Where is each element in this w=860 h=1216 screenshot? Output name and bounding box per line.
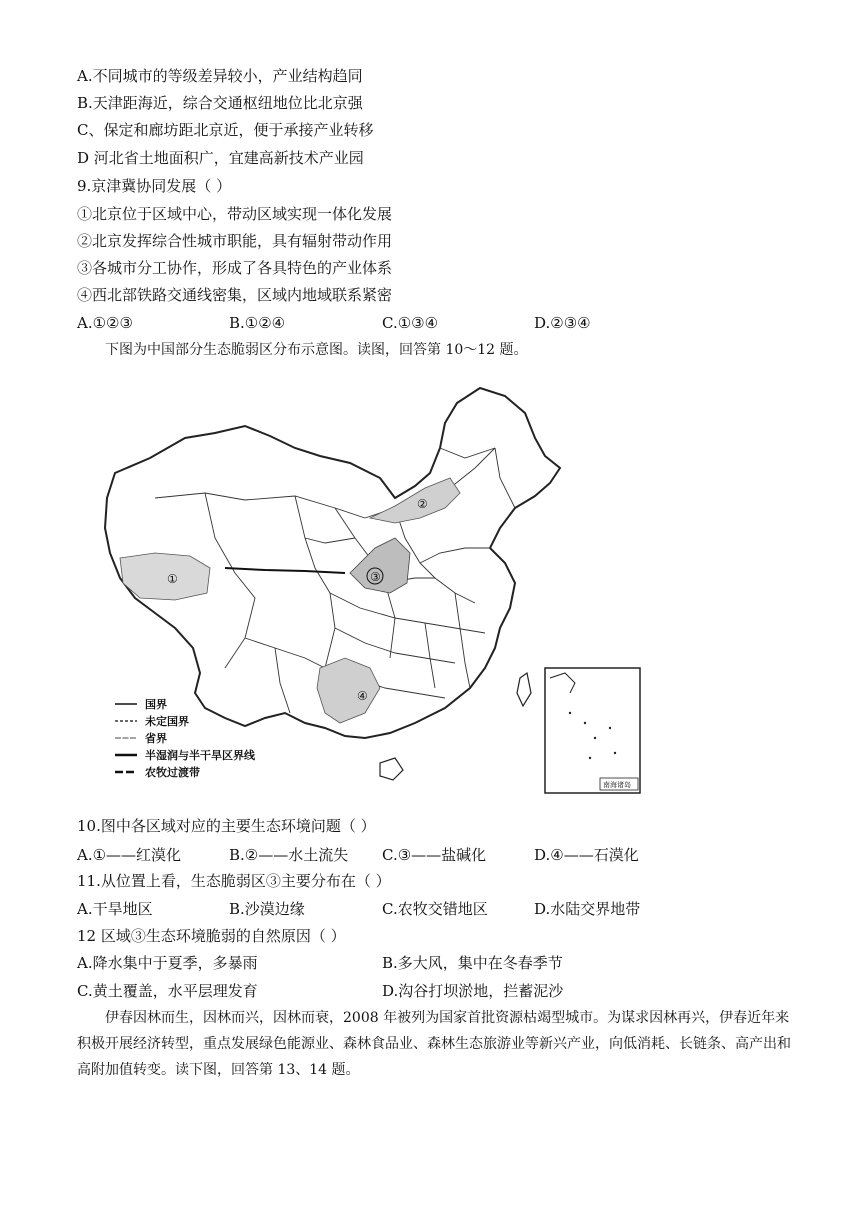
zone-1-marker: ① — [167, 572, 178, 586]
q10-options — [77, 845, 777, 865]
q12-option-c: C.黄土覆盖，水平层理发育 — [77, 982, 258, 1000]
inset-label: 南海诸岛 — [603, 781, 631, 789]
q12-option-b: B.多大风，集中在冬春季节 — [382, 954, 563, 972]
zone-1-shape — [120, 553, 210, 600]
q11-option-d: D.水陆交界地带 — [534, 900, 641, 918]
q9-options — [77, 313, 777, 333]
q12-option-d: D.沟谷打坝淤地，拦蓄泥沙 — [382, 982, 564, 1000]
q11-stem: 11.从位置上看，生态脆弱区③主要分布在（ ） — [77, 872, 391, 890]
q12-options-row1 — [77, 953, 777, 973]
q10-option-d: D.④——石漠化 — [534, 846, 639, 864]
taiwan-island — [517, 673, 531, 706]
intro-10-12: 下图为中国部分生态脆弱区分布示意图。读图，回答第 10～12 题。 — [105, 342, 528, 358]
q9-statement-3: ③各城市分工协作，形成了各具特色的产业体系 — [77, 259, 393, 277]
legend-province-border: 省界 — [145, 732, 167, 745]
zone-2-marker: ② — [417, 497, 428, 511]
q10-option-c: C.③——盐碱化 — [382, 846, 487, 864]
q9-option-a: A.①②③ — [77, 314, 133, 332]
zone-4-shape — [317, 658, 380, 723]
zone-4-marker: ④ — [357, 689, 368, 703]
legend-undetermined-border: 未定国界 — [145, 715, 189, 728]
zone-3-marker: ③ — [370, 570, 381, 584]
south-china-sea-inset — [545, 668, 640, 793]
semi-humid-boundary-line — [225, 568, 345, 573]
q8-option-a: A.不同城市的等级差异较小，产业结构趋同 — [77, 67, 363, 85]
q10-option-b: B.②——水土流失 — [229, 846, 349, 864]
q11-option-c: C.农牧交错地区 — [382, 900, 488, 918]
hainan-island — [380, 758, 403, 780]
q12-stem: 12 区域③生态环境脆弱的自然原因（ ） — [77, 927, 346, 945]
q9-statement-2: ②北京发挥综合性城市职能，具有辐射带动作用 — [77, 232, 393, 250]
map-legend — [115, 697, 256, 779]
q8-option-c: C、保定和廊坊距北京近，便于承接产业转移 — [77, 121, 374, 139]
q11-options — [77, 899, 777, 919]
china-eco-fragile-map — [95, 378, 645, 798]
q9-stem: 9.京津冀协同发展（ ） — [77, 177, 232, 195]
legend-semi-humid-line: 半湿润与半干旱区界线 — [145, 749, 255, 762]
q11-option-b: B.沙漠边缘 — [229, 900, 305, 918]
zone-3-shape — [350, 538, 410, 593]
q8-option-d: D 河北省土地面积广，宜建高新技术产业园 — [77, 149, 364, 167]
q8-option-b: B.天津距海近，综合交通枢纽地位比北京强 — [77, 94, 363, 112]
q9-statement-1: ①北京位于区域中心，带动区域实现一体化发展 — [77, 205, 393, 223]
legend-agro-pastoral-zone: 农牧过渡带 — [145, 766, 200, 779]
q9-option-c: C.①③④ — [382, 314, 439, 332]
q12-options-row2 — [77, 981, 777, 1001]
q9-option-d: D.②③④ — [534, 314, 591, 332]
q9-option-b: B.①②④ — [229, 314, 286, 332]
q9-statement-4: ④西北部铁路交通线密集，区域内地域联系紧密 — [77, 286, 393, 304]
q12-option-a: A.降水集中于夏季，多暴雨 — [77, 954, 258, 972]
q11-option-a: A.干旱地区 — [77, 900, 153, 918]
intro-13-14: 伊春因林而生，因林而兴，因林而衰，2008 年被列为国家首批资源枯竭型城市。为谋求因林再兴，伊春近年来积极开展经济转型，重点发展绿色能源业、森林食品业、森林生态旅游业等新兴产业，向低消耗、长链条、高产出和高附加值转变。读下图，回答第 13、14 题。 — [77, 1010, 791, 1078]
q10-option-a: A.①——红漠化 — [77, 846, 182, 864]
q10-stem: 10.图中各区域对应的主要生态环境问题（ ） — [77, 817, 376, 835]
legend-national-border: 国界 — [145, 698, 167, 711]
